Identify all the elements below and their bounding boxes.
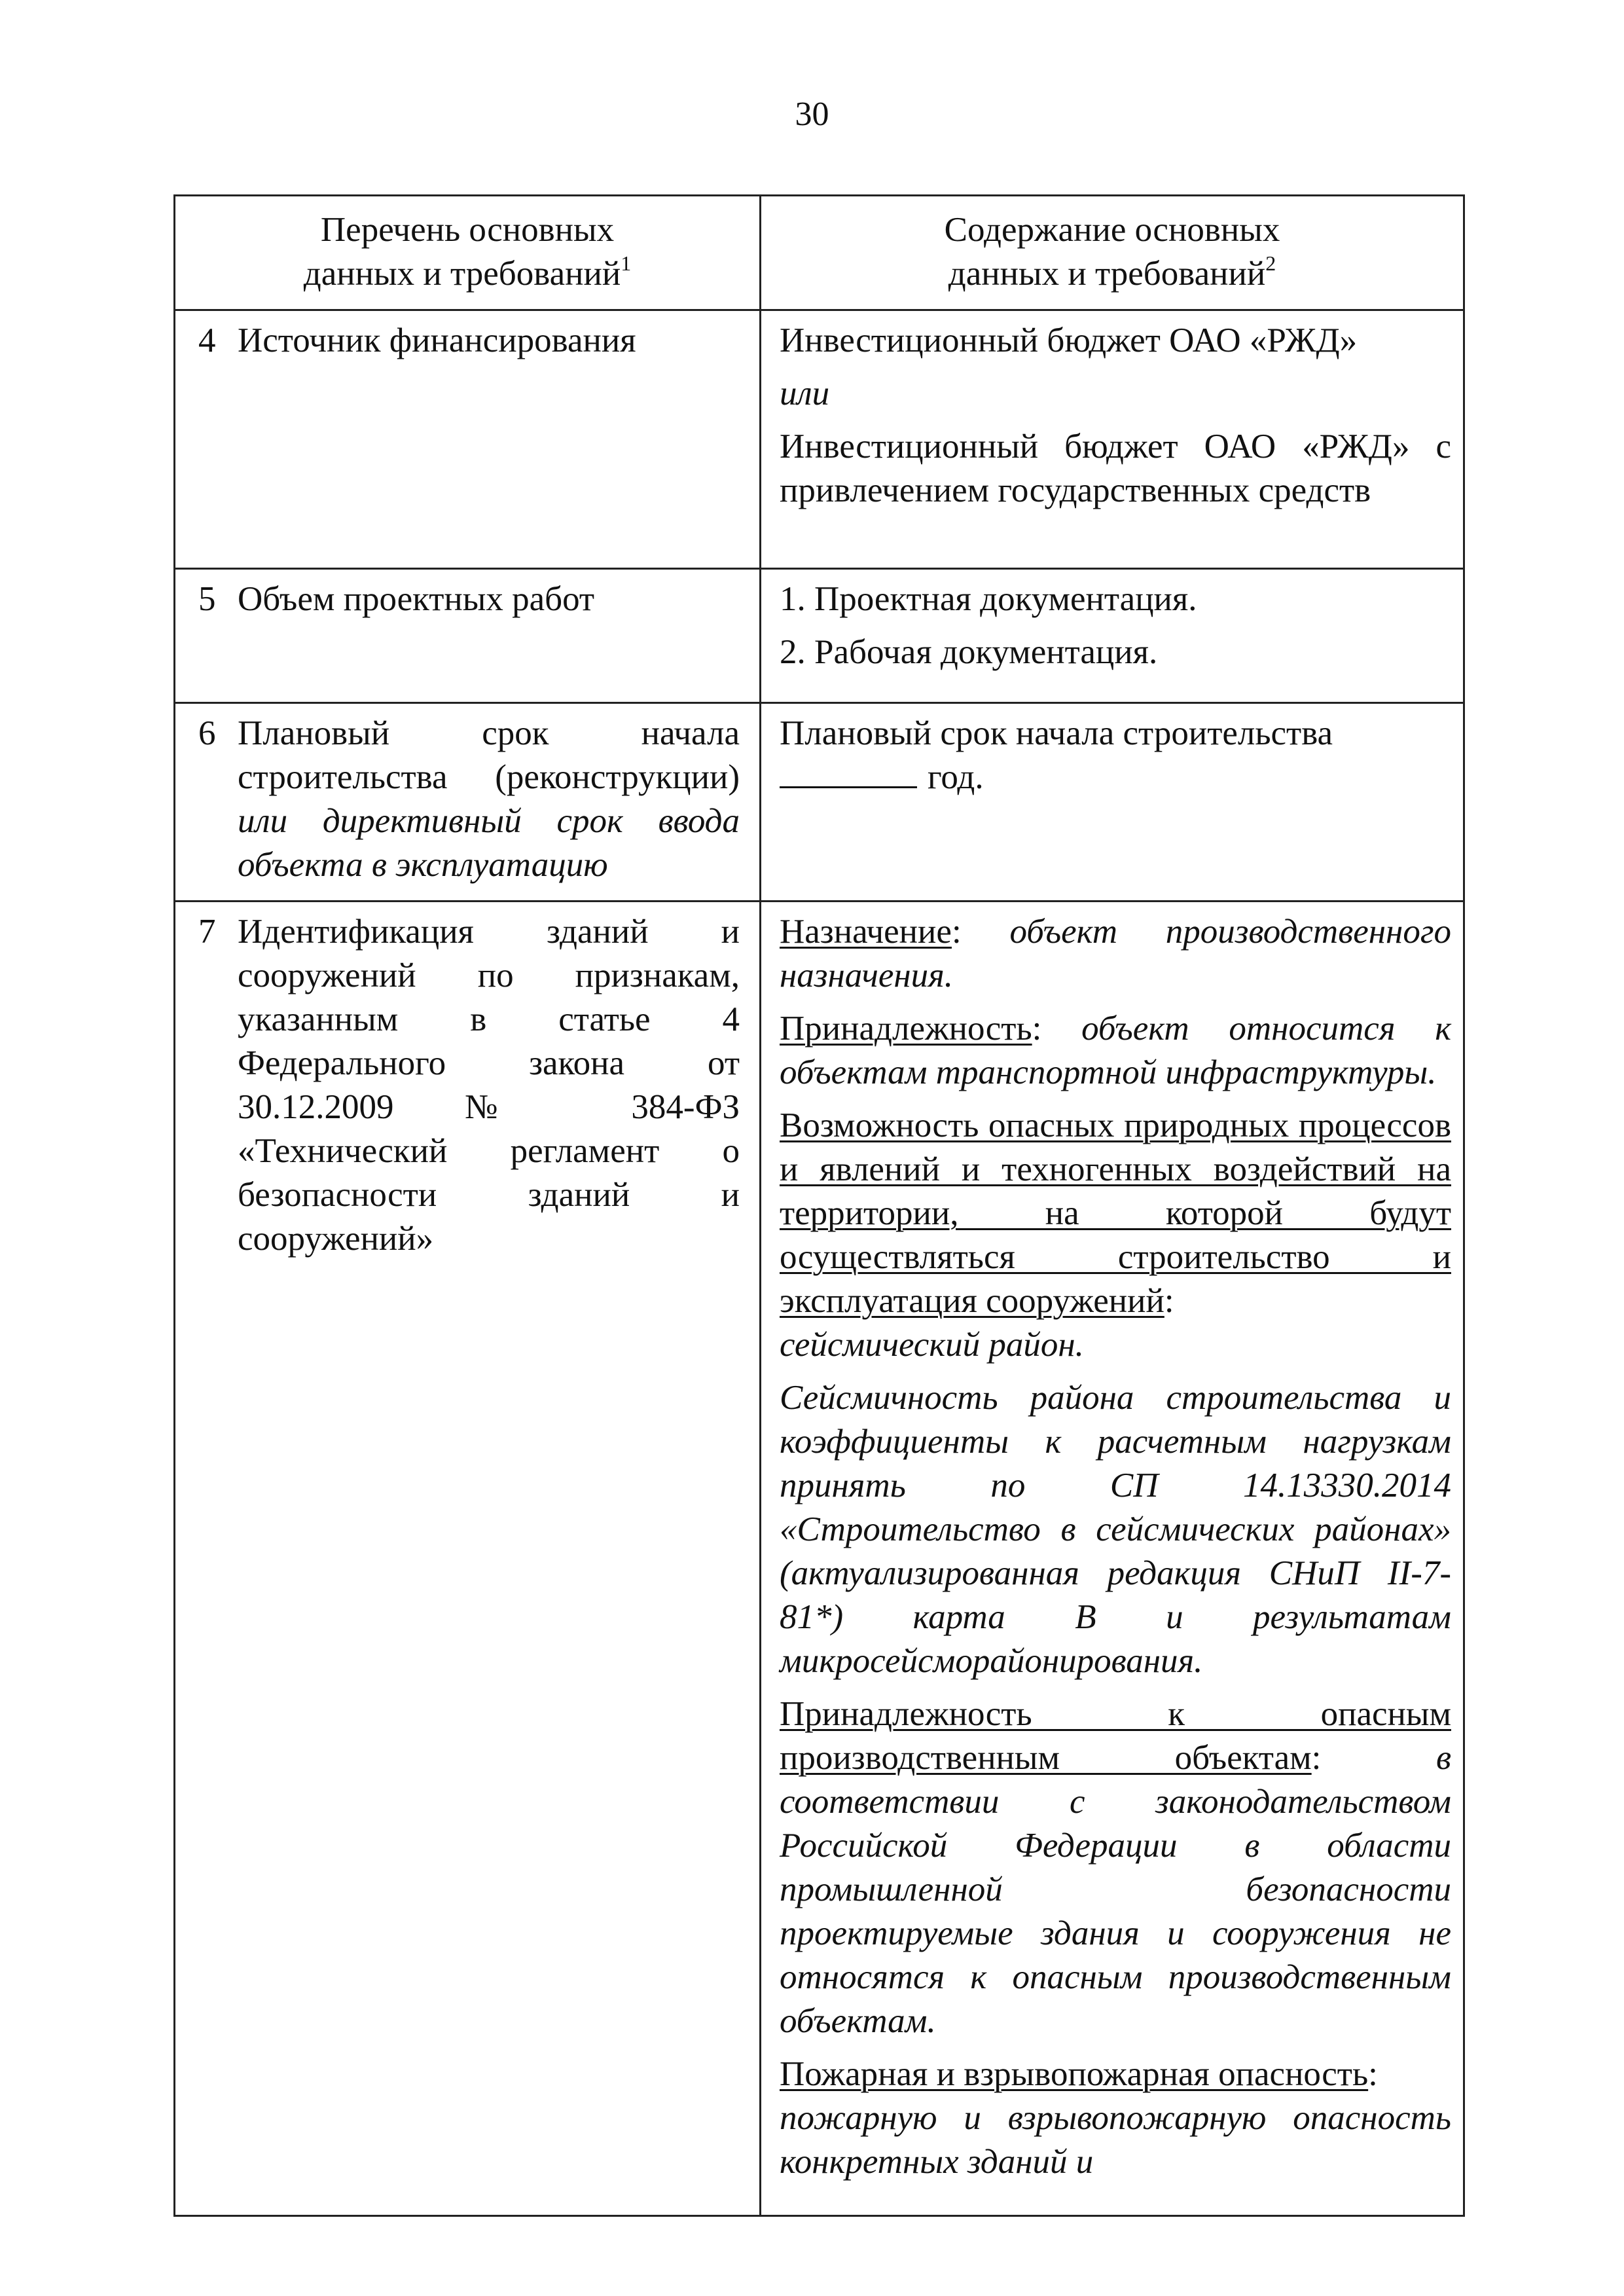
header-col2-line2: данных и требований xyxy=(948,255,1266,293)
table-row xyxy=(175,902,1464,2216)
scope-item-2: 2. Рабочая документация. xyxy=(780,633,1158,671)
dangerous-objects-paragraph: Принадлежность к опасным производственным объектам: в соответствии с законодательством Российской Федерации в области промышленной безопасности проектируемые здания и сооружения не относятся к опасным производственным объектам. xyxy=(780,1695,1451,2040)
seismic-paragraph: Сейсмичность района строительства и коэффициенты к расчетным нагрузкам принять по СП 14.13330.2014 «Строительство в сейсмических районах» (актуализированная редакция СНиП II-7-81*) карта В и результатам микросейсморайонирования. xyxy=(780,1379,1451,1680)
footnote-mark-2: 2 xyxy=(1265,251,1276,275)
belonging-value: объект относится к объектам транспортной инфраструктуры. xyxy=(780,1010,1452,1091)
row-7-left xyxy=(175,902,761,2216)
purpose-paragraph: Назначение: объект производственного назначения. xyxy=(780,913,1451,994)
funding-option-1: Инвестиционный бюджет ОАО «РЖД» xyxy=(780,321,1358,359)
row-7-right xyxy=(761,902,1464,2216)
year-label: год. xyxy=(928,758,984,796)
row-label: Идентификация зданий и сооружений по признакам, указанным в статье 4 Федерального закона от 30.12.2009 № 384-ФЗ «Технический регламент о безопасности зданий и сооружений» xyxy=(238,913,740,1258)
header-col1-line2: данных и требований xyxy=(303,255,621,293)
scope-item-1: 1. Проектная документация. xyxy=(780,580,1197,618)
footnote-mark-1: 1 xyxy=(621,251,632,275)
row-6-right xyxy=(761,703,1464,902)
row-5-left xyxy=(175,569,761,703)
header-col2 xyxy=(761,196,1464,310)
hazards-value: сейсмический район. xyxy=(780,1326,1084,1364)
hazards-label: Возможность опасных природных процессов и явлений и техногенных воздействий на территории, на которой будут осуществляться строительство и эксплуатация сооружений xyxy=(780,1106,1451,1320)
purpose-label: Назначение xyxy=(780,913,952,951)
row-5-right xyxy=(761,569,1464,703)
header-col1-line1: Перечень основных xyxy=(320,211,615,249)
row-number: 6 xyxy=(198,714,216,752)
row-number: 7 xyxy=(198,913,216,951)
funding-or: или xyxy=(780,374,830,412)
fire-hazard-paragraph: Пожарная и взрывопожарная опасность: пожарную и взрывопожарную опасность конкретных зданий и xyxy=(780,2055,1451,2181)
dangerous-objects-value: в соответствии с законодательством Российской Федерации в области промышленной безопасности проектируемые здания и сооружения не относятся к опасным производственным объектам. xyxy=(780,1739,1451,2040)
belonging-paragraph: Принадлежность: объект относится к объектам транспортной инфраструктуры. xyxy=(780,1010,1452,1091)
fire-hazard-label: Пожарная и взрывопожарная опасность xyxy=(780,2055,1369,2093)
table-row xyxy=(175,310,1464,569)
table-row xyxy=(175,703,1464,902)
year-blank-line xyxy=(780,757,917,788)
row-4-left xyxy=(175,310,761,569)
hazards-paragraph: Возможность опасных природных процессов и явлений и техногенных воздействий на территории, на которой будут осуществляться строительство и эксплуатация сооружений: сейсмический район. xyxy=(780,1106,1451,1364)
belonging-label: Принадлежность xyxy=(780,1010,1032,1048)
requirements-table xyxy=(173,194,1465,2217)
row-6-left xyxy=(175,703,761,902)
row-label: Источник финансирования xyxy=(238,321,636,359)
start-date-text: Плановый срок начала строительства xyxy=(780,714,1333,752)
row-number: 5 xyxy=(198,580,216,618)
row-label: Объем проектных работ xyxy=(238,580,595,618)
fire-hazard-value: пожарную и взрывопожарную опасность конкретных зданий и xyxy=(780,2099,1451,2181)
funding-option-2: Инвестиционный бюджет ОАО «РЖД» с привлечением государственных средств xyxy=(780,428,1451,509)
dangerous-objects-label: Принадлежность к опасным производственным объектам xyxy=(780,1695,1451,1777)
page-number: 30 xyxy=(795,96,829,133)
row-number: 4 xyxy=(198,321,216,359)
header-col2-line1: Содержание основных xyxy=(944,211,1280,249)
table-header-row xyxy=(175,196,1464,310)
row-label-italic: или директивный срок ввода объекта в эксплуатацию xyxy=(238,802,740,884)
purpose-value: объект производственного назначения. xyxy=(780,913,1451,994)
table-row xyxy=(175,569,1464,703)
header-col1 xyxy=(175,196,761,310)
row-4-right xyxy=(761,310,1464,569)
row-label: Плановый срок начала строительства (реконструкции) xyxy=(238,714,740,796)
